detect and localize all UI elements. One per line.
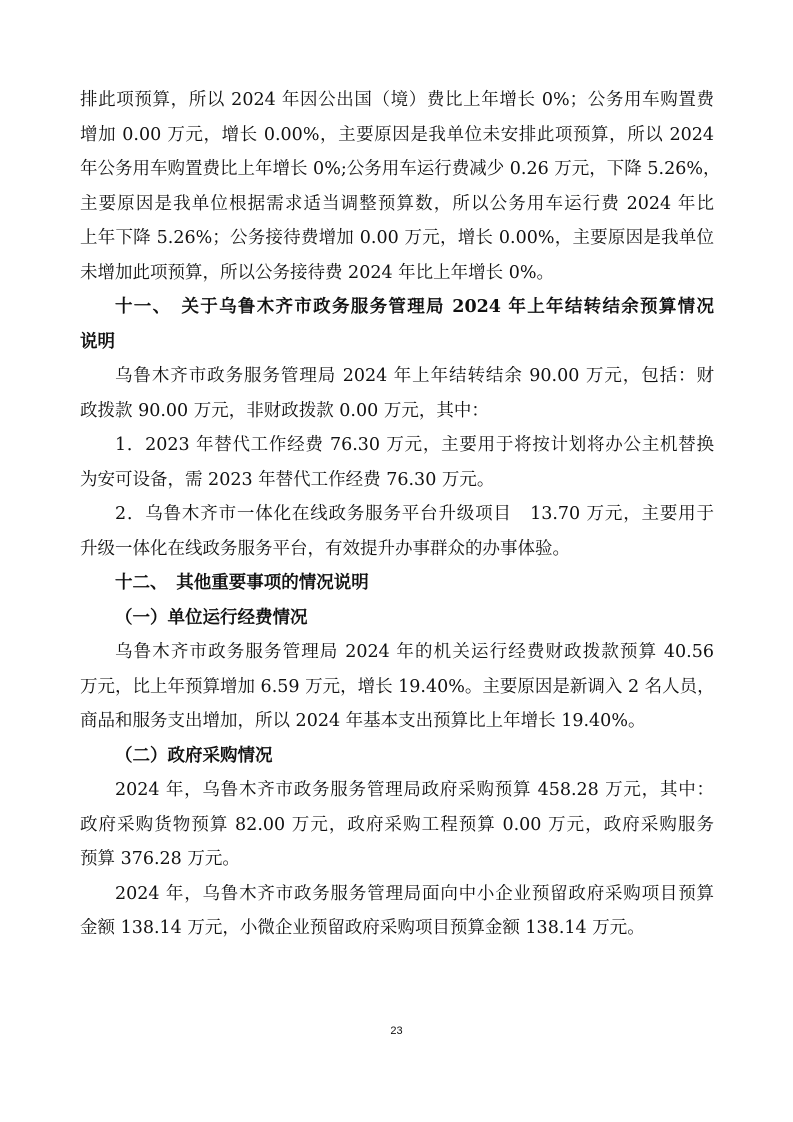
- text-line: 万元，比上年预算增加 6.59 万元，增长 19.40%。主要原因是新调入 2 名人员，: [80, 676, 715, 697]
- text-line: 1．2023 年替代工作经费 76.30 万元，主要用于将按计划将办公主机替换: [115, 435, 714, 455]
- subsection-heading: （二）政府采购情况: [115, 745, 273, 766]
- text-line: 政拨款 90.00 万元，非财政拨款 0.00 万元，其中：: [80, 400, 489, 421]
- subsection-heading: （一）单位运行经费情况: [115, 607, 308, 628]
- text-line: 2．乌鲁木齐市一体化在线政务服务平台升级项目 13.70 万元，主要用于: [115, 504, 714, 524]
- text-line: 乌鲁木齐市政务服务管理局 2024 年的机关运行经费财政拨款预算 40.56: [115, 642, 714, 662]
- text-line: 2024 年，乌鲁木齐市政务服务管理局面向中小企业预留政府采购项目预算: [115, 883, 714, 904]
- text-line: 商品和服务支出增加，所以 2024 年基本支出预算比上年增长 19.40%。: [80, 711, 646, 731]
- text-line: 主要原因是我单位根据需求适当调整预算数，所以公务用车运行费 2024 年比: [80, 193, 714, 214]
- text-line: 为安可设备，需 2023 年替代工作经费 76.30 万元。: [80, 469, 495, 490]
- page-number: 23: [390, 1025, 403, 1037]
- text-line: 2024 年，乌鲁木齐市政务服务管理局政府采购预算 458.28 万元，其中：: [115, 780, 714, 800]
- section-heading: 说明: [80, 331, 115, 352]
- document-body: [80, 83, 721, 946]
- section-heading: 十二、 其他重要事项的情况说明: [115, 573, 369, 593]
- text-line: 增加 0.00 万元，增长 0.00%，主要原因是我单位未安排此项预算，所以 2024: [80, 124, 714, 145]
- text-line: 排此项预算，所以 2024 年因公出国（境）费比上年增长 0%；公务用车购置费: [80, 90, 714, 110]
- text-line: 升级一体化在线政务服务平台，有效提升办事群众的办事体验。: [80, 538, 570, 559]
- text-line: 政府采购货物预算 82.00 万元，政府采购工程预算 0.00 万元，政府采购服务: [80, 814, 714, 835]
- text-line: 金额 138.14 万元，小微企业预留政府采购项目预算金额 138.14 万元。: [80, 918, 645, 938]
- text-line: 未增加此项预算，所以公务接待费 2024 年比上年增长 0%。: [80, 262, 554, 283]
- text-line: 预算 376.28 万元。: [80, 849, 240, 869]
- section-heading: 十一、 关于乌鲁木齐市政务服务管理局 2024 年上年结转结余预算情况: [115, 297, 714, 317]
- text-line: 上年下降 5.26%；公务接待费增加 0.00 万元，增长 0.00%，主要原因是我单位: [80, 228, 714, 248]
- text-line: 乌鲁木齐市政务服务管理局 2024 年上年结转结余 90.00 万元，包括：财: [115, 366, 714, 386]
- text-line: 年公务用车购置费比上年增长 0%;公务用车运行费减少 0.26 万元，下降 5.26%，: [80, 159, 721, 179]
